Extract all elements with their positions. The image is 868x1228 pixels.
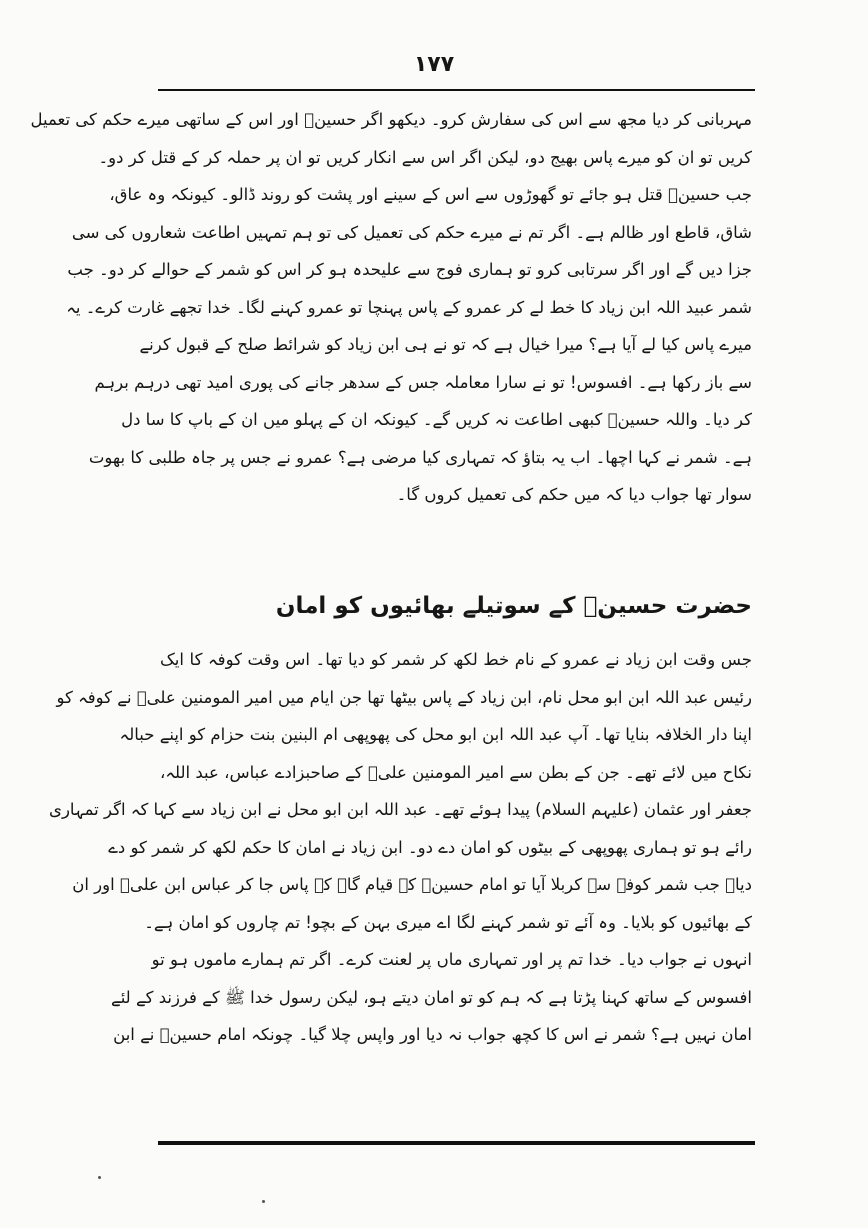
text-line: سوار تھا جواب دیا کہ میں حکم کی تعمیل کروں گا۔ <box>396 485 752 504</box>
text-line: نکاح میں لائے تھے۔ جن کے بطن سے امیر المومنین علیؑ کے صاحبزادے عباس، عبد اللہ، <box>160 762 752 782</box>
text-line: ہے۔ شمر نے کہا اچھا۔ اب یہ بتاؤ کہ تمہاری کیا مرضی ہے؟ عمرو نے جس پر جاہ طلبی کا بھوت <box>88 447 752 467</box>
text-line: مہربانی کر دیا مجھ سے اس کی سفارش کرو۔ دیکھو اگر حسینؑ اور اس کے ساتھی میرے حکم کی تعمیل <box>30 110 752 129</box>
text-line: جعفر اور عثمان (علیہم السلام) پیدا ہوئے تھے۔ عبد اللہ ابن ابو محل نے ابن زیاد سے کہا کہ اگر تمہاری <box>49 800 752 819</box>
text-line: کریں تو ان کو میرے پاس بھیج دو، لیکن اگر اس سے انکار کریں تو ان پر حملہ کر کے قتل کر دو۔ <box>98 147 752 167</box>
text-line: افسوس کے ساتھ کہنا پڑتا ہے کہ ہم کو تو امان دیتے ہو، لیکن رسول خدا ﷺ کے فرزند کے لئے <box>111 987 752 1007</box>
page-number: ۱۷۷ <box>413 52 455 77</box>
paragraph-body-1 <box>30 101 752 514</box>
text-line: شاق، قاطع اور ظالم ہے۔ اگر تم نے میرے حکم کی تعمیل کی تو ہم تمہیں اطاعت شعاروں کی سی <box>71 222 752 242</box>
text-line: جب حسینؑ قتل ہو جائے تو گھوڑوں سے اس کے سینے اور پشت کو روند ڈالو۔ کیونکہ وہ عاق، <box>109 185 752 204</box>
text-line: امان نہیں ہے؟ شمر نے اس کا کچھ جواب نہ دیا اور واپس چلا گیا۔ چونکہ امام حسینؑ نے ابن <box>113 1025 752 1044</box>
text-line: جس وقت ابن زیاد نے عمرو کے نام خط لکھ کر شمر کو دیا تھا۔ اس وقت کوفہ کا ایک <box>160 650 752 669</box>
bottom-rule <box>158 1141 755 1145</box>
scan-speck <box>262 1200 265 1203</box>
text-line: کے بھائیوں کو بلایا۔ وہ آئے تو شمر کہنے لگا اے میری بہن کے بچو! تم چاروں کو امان ہے۔ <box>144 912 752 932</box>
text-line: سے باز رکھا ہے۔ افسوس! تو نے سارا معاملہ جس کے سدھر جانے کی پوری امید تھی درہم برہم <box>94 372 752 392</box>
scan-speck <box>98 1176 101 1179</box>
text-line: اپنا دار الخلافہ بنایا تھا۔ آپ عبد اللہ ابن ابو محل کی پھوپھی ام البنین بنت حزام کو اپنے حبالہ <box>119 725 752 744</box>
text-line: میرے پاس کیا لے آیا ہے؟ میرا خیال ہے کہ تو نے ہی ابن زیاد کو شرائط صلح کے قبول کرنے <box>139 335 752 354</box>
paragraph-body-2 <box>49 641 752 1054</box>
section-heading: حضرت حسینؑ کے سوتیلے بھائیوں کو امان <box>275 593 752 619</box>
text-line: شمر عبید اللہ ابن زیاد کا خط لے کر عمرو کے پاس پہنچا تو عمرو کہنے لگا۔ خدا تجھے غارت کرے۔ یہ <box>66 297 752 317</box>
text-line: دیا۔ جب شمر کوفہ سے کربلا آیا تو امام حسینؑ کے قیام گاہ کے پاس جا کر عباس ابن علیؑ اور ان <box>72 875 752 894</box>
text-line: رئیس عبد اللہ ابن ابو محل نام، ابن زیاد کے پاس بیٹھا تھا جن ایام میں امیر المومنین علیؑ نے کوفہ کو <box>56 687 752 707</box>
top-rule <box>158 89 755 91</box>
text-line: انہوں نے جواب دیا۔ خدا تم پر اور تمہاری ماں پر لعنت کرے۔ اگر تم ہمارے ماموں ہو تو <box>151 950 752 969</box>
text-line: جزا دیں گے اور اگر سرتابی کرو تو ہماری فوج سے علیحدہ ہو کر اس کو شمر کے حوالے کر دو۔ جب <box>67 260 752 279</box>
text-line: کر دیا۔ واللہ حسینؑ کبھی اطاعت نہ کریں گے۔ کیونکہ ان کے پہلو میں ان کے باپ کا سا دل <box>121 410 752 429</box>
text-line: رائے ہو تو ہماری پھوپھی کے بیٹوں کو امان دے دو۔ ابن زیاد نے امان کا حکم لکھ کر شمر کو دے <box>108 837 752 857</box>
